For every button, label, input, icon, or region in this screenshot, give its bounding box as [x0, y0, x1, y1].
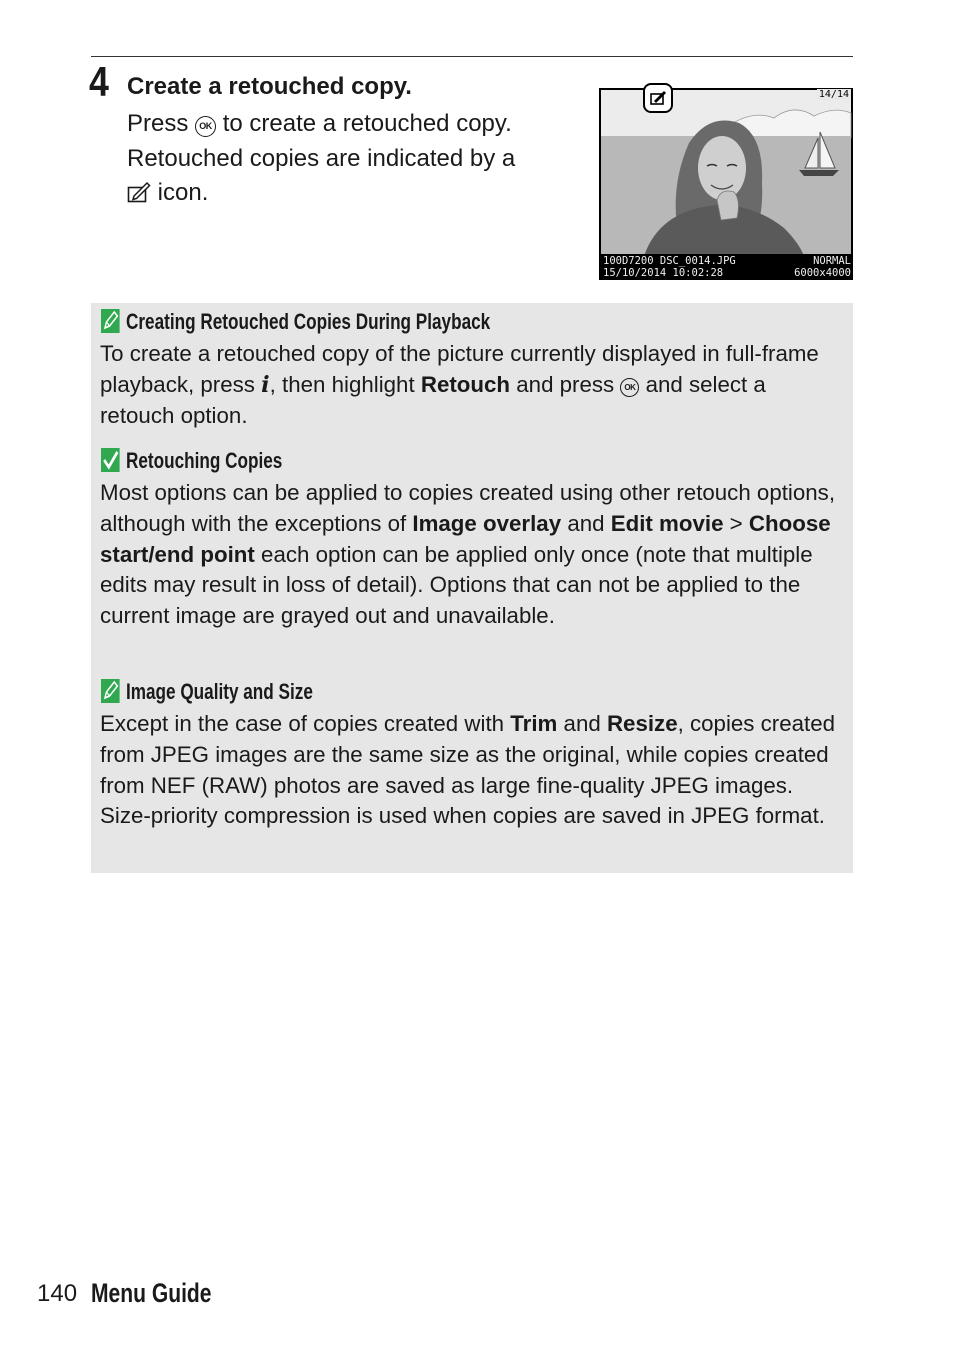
note-text-retouching: Most options can be applied to copies created using other retouch options, although with the exceptions of Image overlay and Edit movie > Choose start/end point each option can be applied only once (note that multiple edits may result in loss of detail). Options that can not be applied to the current image are grayed out and unavailable.	[100, 480, 836, 629]
playback-photo	[599, 88, 853, 280]
page-number: 140	[37, 1280, 78, 1307]
lcd-datetime: 15/10/2014 10:02:28	[603, 267, 724, 279]
retouched-copy-badge-icon	[643, 83, 673, 113]
note-title-playback: Creating Retouched Copies During Playback	[101, 309, 490, 335]
lcd-image-size: 6000x4000	[794, 267, 851, 279]
camera-lcd-preview	[599, 88, 853, 280]
step-body: Press OK to create a retouched copy. Retouched copies are indicated by a icon.	[127, 110, 516, 206]
ok-button-icon: OK	[195, 116, 216, 137]
retouch-icon	[127, 179, 151, 201]
ok-button-icon: OK	[620, 378, 639, 397]
step-number: 4	[89, 58, 109, 105]
notes-panel	[91, 303, 853, 873]
frame-counter: 14/14	[818, 89, 849, 100]
step-title: Create a retouched copy.	[127, 73, 412, 100]
lcd-quality: NORMAL	[813, 255, 851, 267]
lcd-folder-file: 100D7200 DSC_0014.JPG	[603, 255, 736, 267]
note-text-playback: To create a retouched copy of the picture currently displayed in full-frame playback, press i, then highlight Retouch and press OK and select a retouch option.	[100, 341, 819, 428]
note-title-retouching: Retouching Copies	[101, 448, 282, 474]
top-rule	[91, 56, 853, 57]
note-title-quality: Image Quality and Size	[101, 679, 313, 705]
i-button-icon: i	[261, 371, 270, 398]
pencil-note-icon	[101, 309, 120, 333]
section-title: Menu Guide	[91, 1278, 212, 1308]
pencil-note-icon	[101, 679, 120, 703]
check-caution-icon	[101, 448, 120, 472]
note-text-quality: Except in the case of copies created with Trim and Resize, copies created from JPEG images are the same size as the original, while copies created from NEF (RAW) photos are saved as large fine-quality JPEG images. Size-priority compression is used when copies are saved in JPEG format.	[100, 711, 836, 829]
